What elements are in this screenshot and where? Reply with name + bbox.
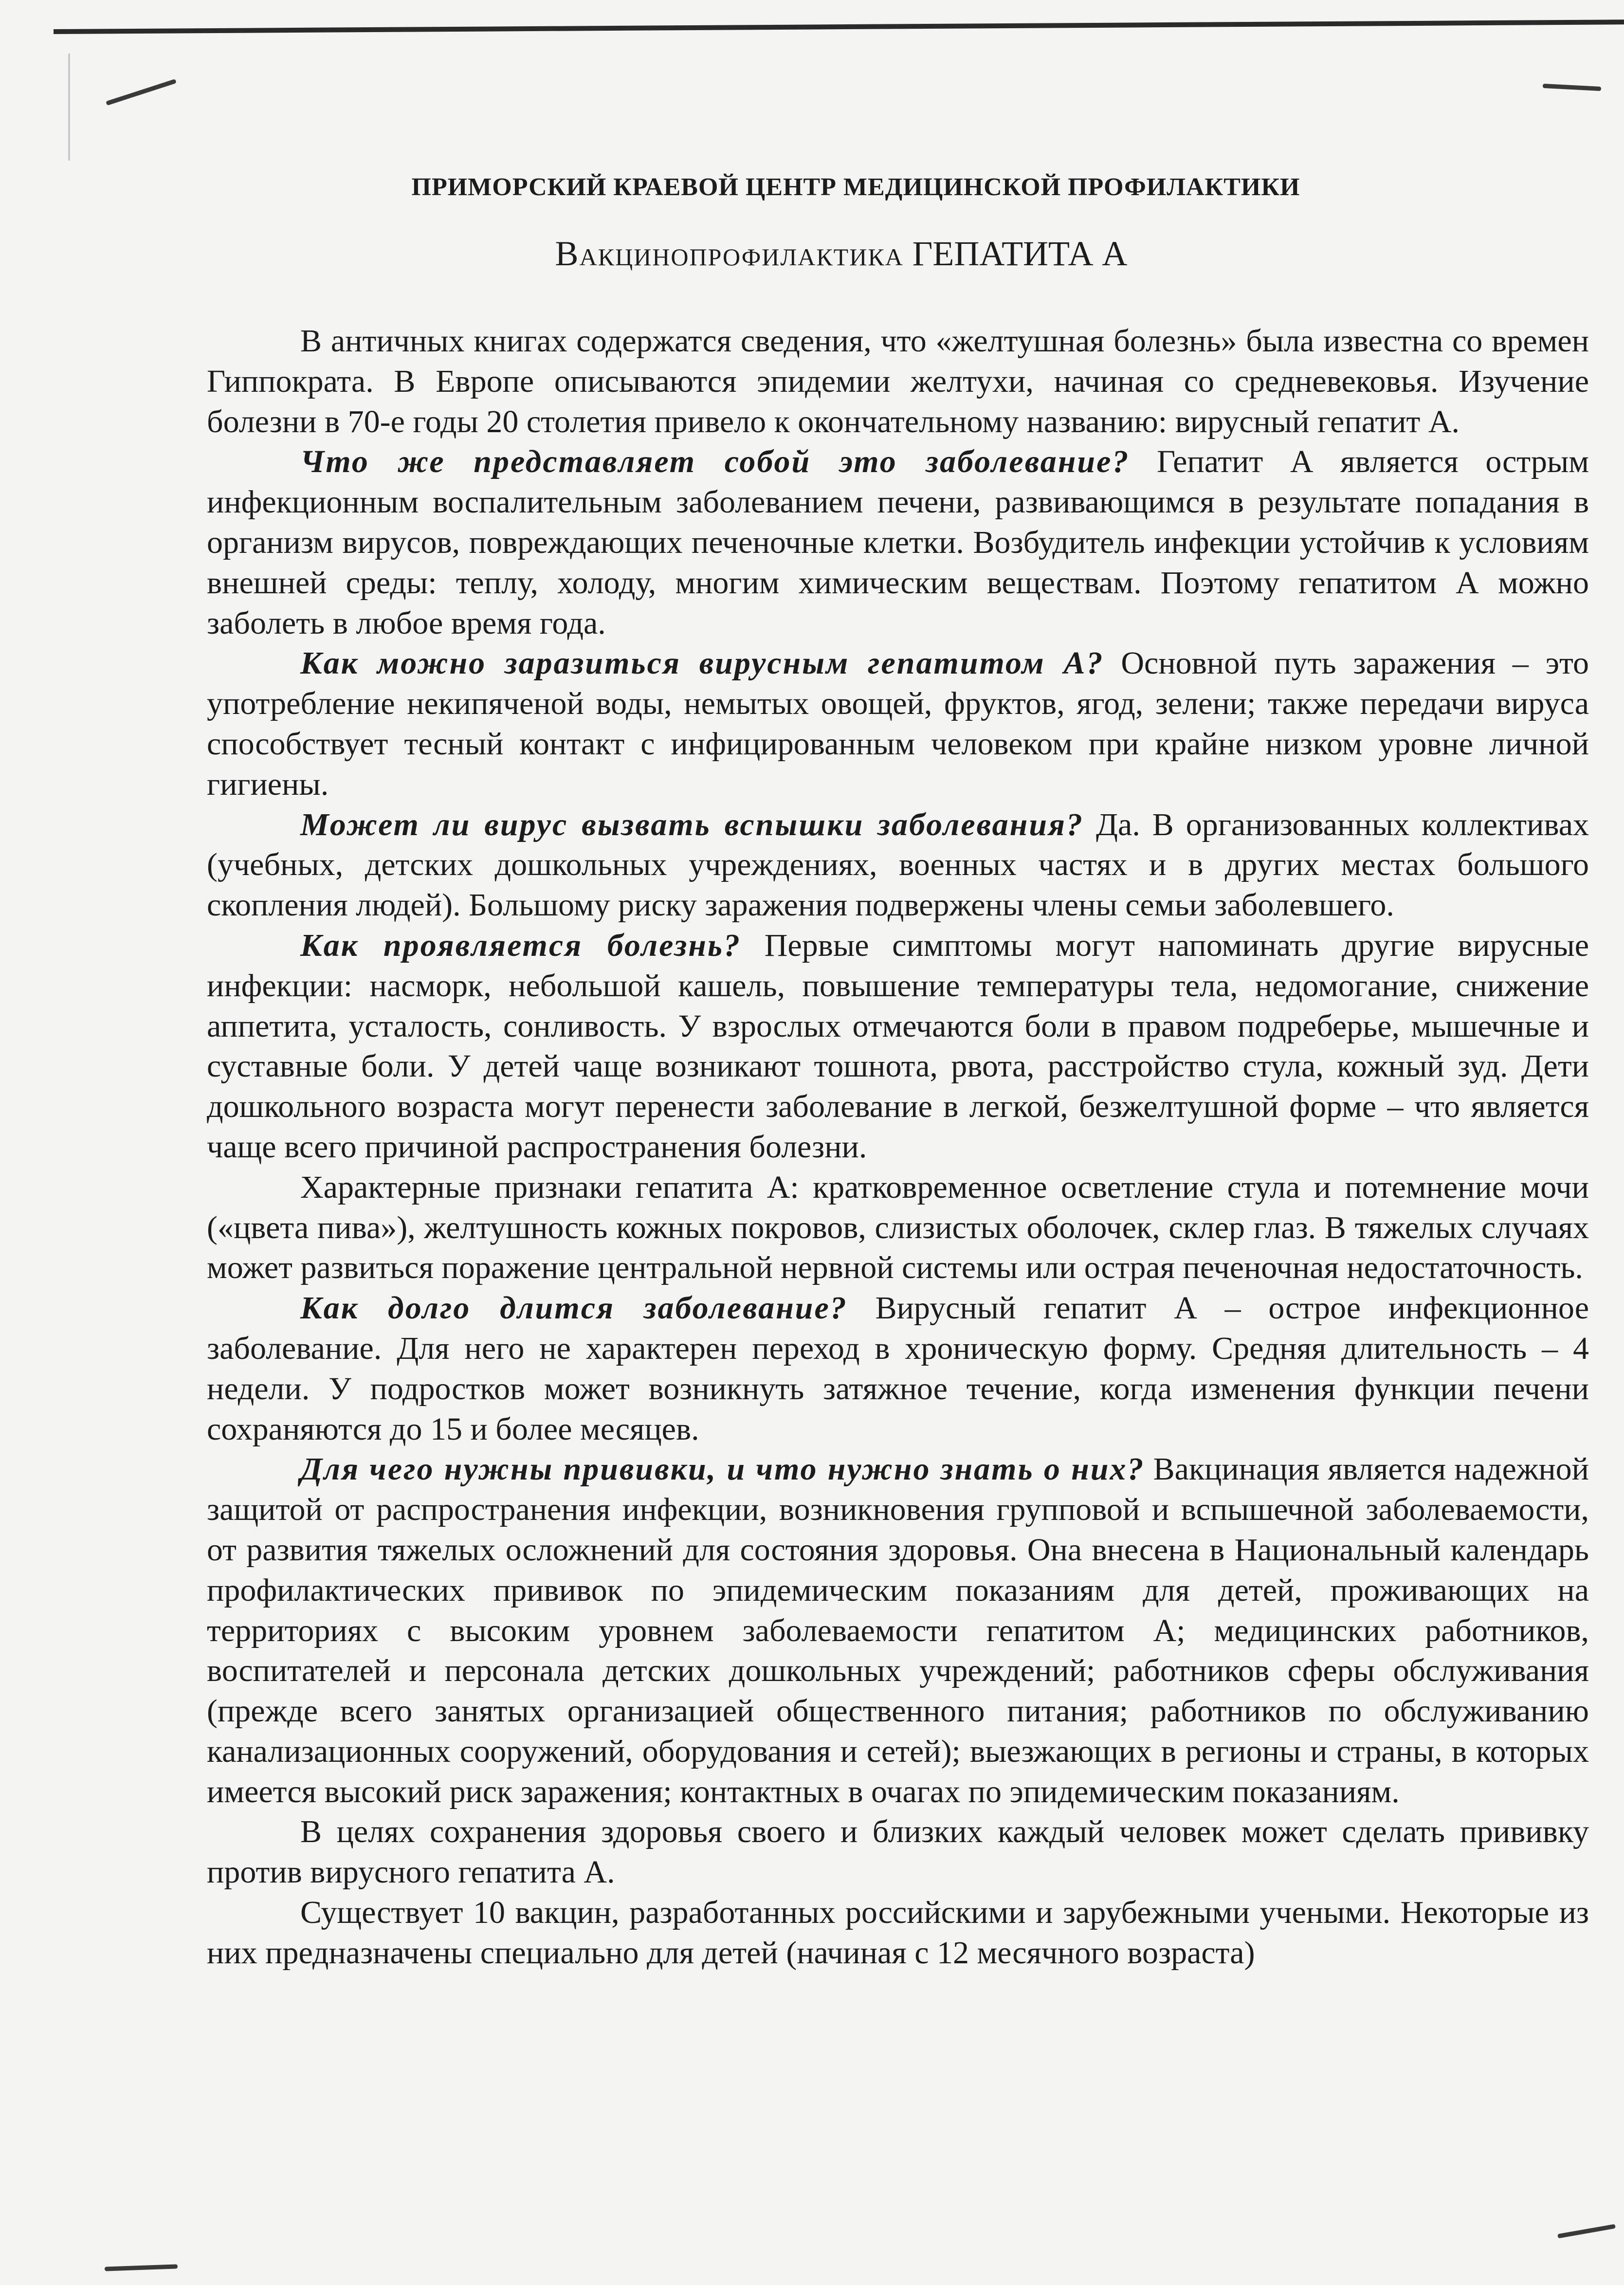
paragraph bbox=[207, 1893, 1589, 1974]
title-main: ГЕПАТИТА А bbox=[912, 234, 1128, 273]
paragraph bbox=[207, 926, 1589, 1168]
paragraph-question: Как долго длится заболевание? bbox=[300, 1290, 848, 1326]
document-body bbox=[207, 321, 1589, 1974]
scan-page-edge bbox=[68, 54, 70, 161]
paragraph bbox=[207, 1168, 1589, 1288]
paragraph bbox=[207, 643, 1589, 804]
paragraph bbox=[207, 805, 1589, 926]
paragraph-question: Может ли вирус вызвать вспышки заболевания? bbox=[300, 806, 1084, 842]
paragraph-question: Что же представляет собой это заболевание? bbox=[300, 444, 1130, 480]
paragraph-text: Вирусный гепатит А – острое инфекционное заболевание. Для него не характерен переход в хроническую форму. Средняя длительность – 4 недели. У подростков может возникнуть затяжное течение, когда изменения функции печени сохраняются до 15 и более месяцев. bbox=[207, 1290, 1589, 1447]
paragraph-text: Вакцинация является надежной защитой от распространения инфекции, возникновения групповой и вспышечной заболеваемости, от развития тяжелых осложнений для состояния здоровья. Она внесена в Национальный календарь профилактических прививок по эпидемическим показаниям для детей, проживающих на территориях с высоким уровнем заболеваемости гепатитом А; медицинских работников, воспитателей и персонала детских дошкольных учреждений; работников сферы обслуживания (прежде всего занятых организацией общественного питания; работников по обслуживанию канализационных сооружений, оборудования и сетей); выезжающих в регионы и страны, в которых имеется высокий риск заражения; контактных в очагах по эпидемическим показаниям. bbox=[207, 1451, 1589, 1810]
organization-header: ПРИМОРСКИЙ КРАЕВОЙ ЦЕНТР МЕДИЦИНСКОЙ ПРОФИЛАКТИКИ bbox=[411, 173, 1300, 201]
paragraph-text: Гепатит А является острым инфекционным воспалительным заболеванием печени, развивающимся в результате попадания в организм вирусов, повреждающих печеночные клетки. Возбудитель инфекции устойчив к условиям внешней среды: теплу, холоду, многим химическим веществам. Поэтому гепатитом А можно заболеть в любое время года. bbox=[207, 444, 1589, 641]
paragraph bbox=[207, 321, 1589, 442]
paragraph-text: Характерные признаки гепатита А: кратковременное осветление стула и потемнение мочи («цвета пива»), желтушность кожных покровов, слизистых оболочек, склер глаз. В тяжелых случаях может развиться поражение центральной нервной системы или острая печеночная недостаточность. bbox=[207, 1169, 1589, 1286]
paragraph-text: В целях сохранения здоровья своего и близких каждый человек может сделать прививку против вирусного гепатита А. bbox=[207, 1814, 1589, 1890]
paragraph-question: Для чего нужны прививки, и что нужно знать о них? bbox=[300, 1451, 1145, 1487]
document-title bbox=[29, 234, 1624, 274]
paragraph bbox=[207, 1288, 1589, 1449]
paragraph-text: Существует 10 вакцин, разработанных российскими и зарубежными учеными. Некоторые из них предназначены специально для детей (начиная с 12 месячного возраста) bbox=[207, 1895, 1589, 1971]
scan-mark-bottom-right bbox=[1557, 2224, 1616, 2239]
paragraph-text: В античных книгах содержатся сведения, что «желтушная болезнь» была известна со времен Гиппократа. В Европе описываются эпидемии желтухи, начиная со средневековья. Изучение болезни в 70-е годы 20 столетия привело к окончательному названию: вирусный гепатит А. bbox=[207, 323, 1589, 439]
scan-mark-top-left bbox=[106, 79, 176, 106]
paragraph-question: Как проявляется болезнь? bbox=[300, 927, 742, 963]
paragraph bbox=[207, 1812, 1589, 1893]
paragraph bbox=[207, 1449, 1589, 1812]
paragraph-text: Основной путь заражения – это употребление некипяченой воды, немытых овощей, фруктов, ягод, зелени; также передачи вируса способствует тесный контакт с инфицированным человеком при крайне низком уровне личной гигиены. bbox=[207, 645, 1589, 802]
paragraph-text: Первые симптомы могут напоминать другие вирусные инфекции: насморк, небольшой кашель, повышение температуры тела, недомогание, снижение аппетита, усталость, сонливость. У взрослых отмечаются боли в правом подреберье, мышечные и суставные боли. У детей чаще возникают тошнота, рвота, расстройство стула, кожный зуд. Дети дошкольного возраста могут перенести заболевание в легкой, безжелтушной форме – что является чаще всего причиной распространения болезни. bbox=[207, 927, 1589, 1165]
scan-top-edge bbox=[54, 19, 1624, 34]
scan-mark-bottom-left bbox=[105, 2264, 178, 2271]
title-prefix: Вакцинопрофилактика bbox=[555, 234, 904, 273]
paragraph bbox=[207, 442, 1589, 643]
paragraph-text: Да. В организованных коллективах (учебных, детских дошкольных учреждениях, военных частях и в других местах большого скопления людей). Большому риску заражения подвержены члены семьи заболевшего. bbox=[207, 806, 1589, 923]
scan-mark-top-right bbox=[1543, 84, 1601, 91]
paragraph-question: Как можно заразиться вирусным гепатитом А? bbox=[300, 645, 1104, 681]
